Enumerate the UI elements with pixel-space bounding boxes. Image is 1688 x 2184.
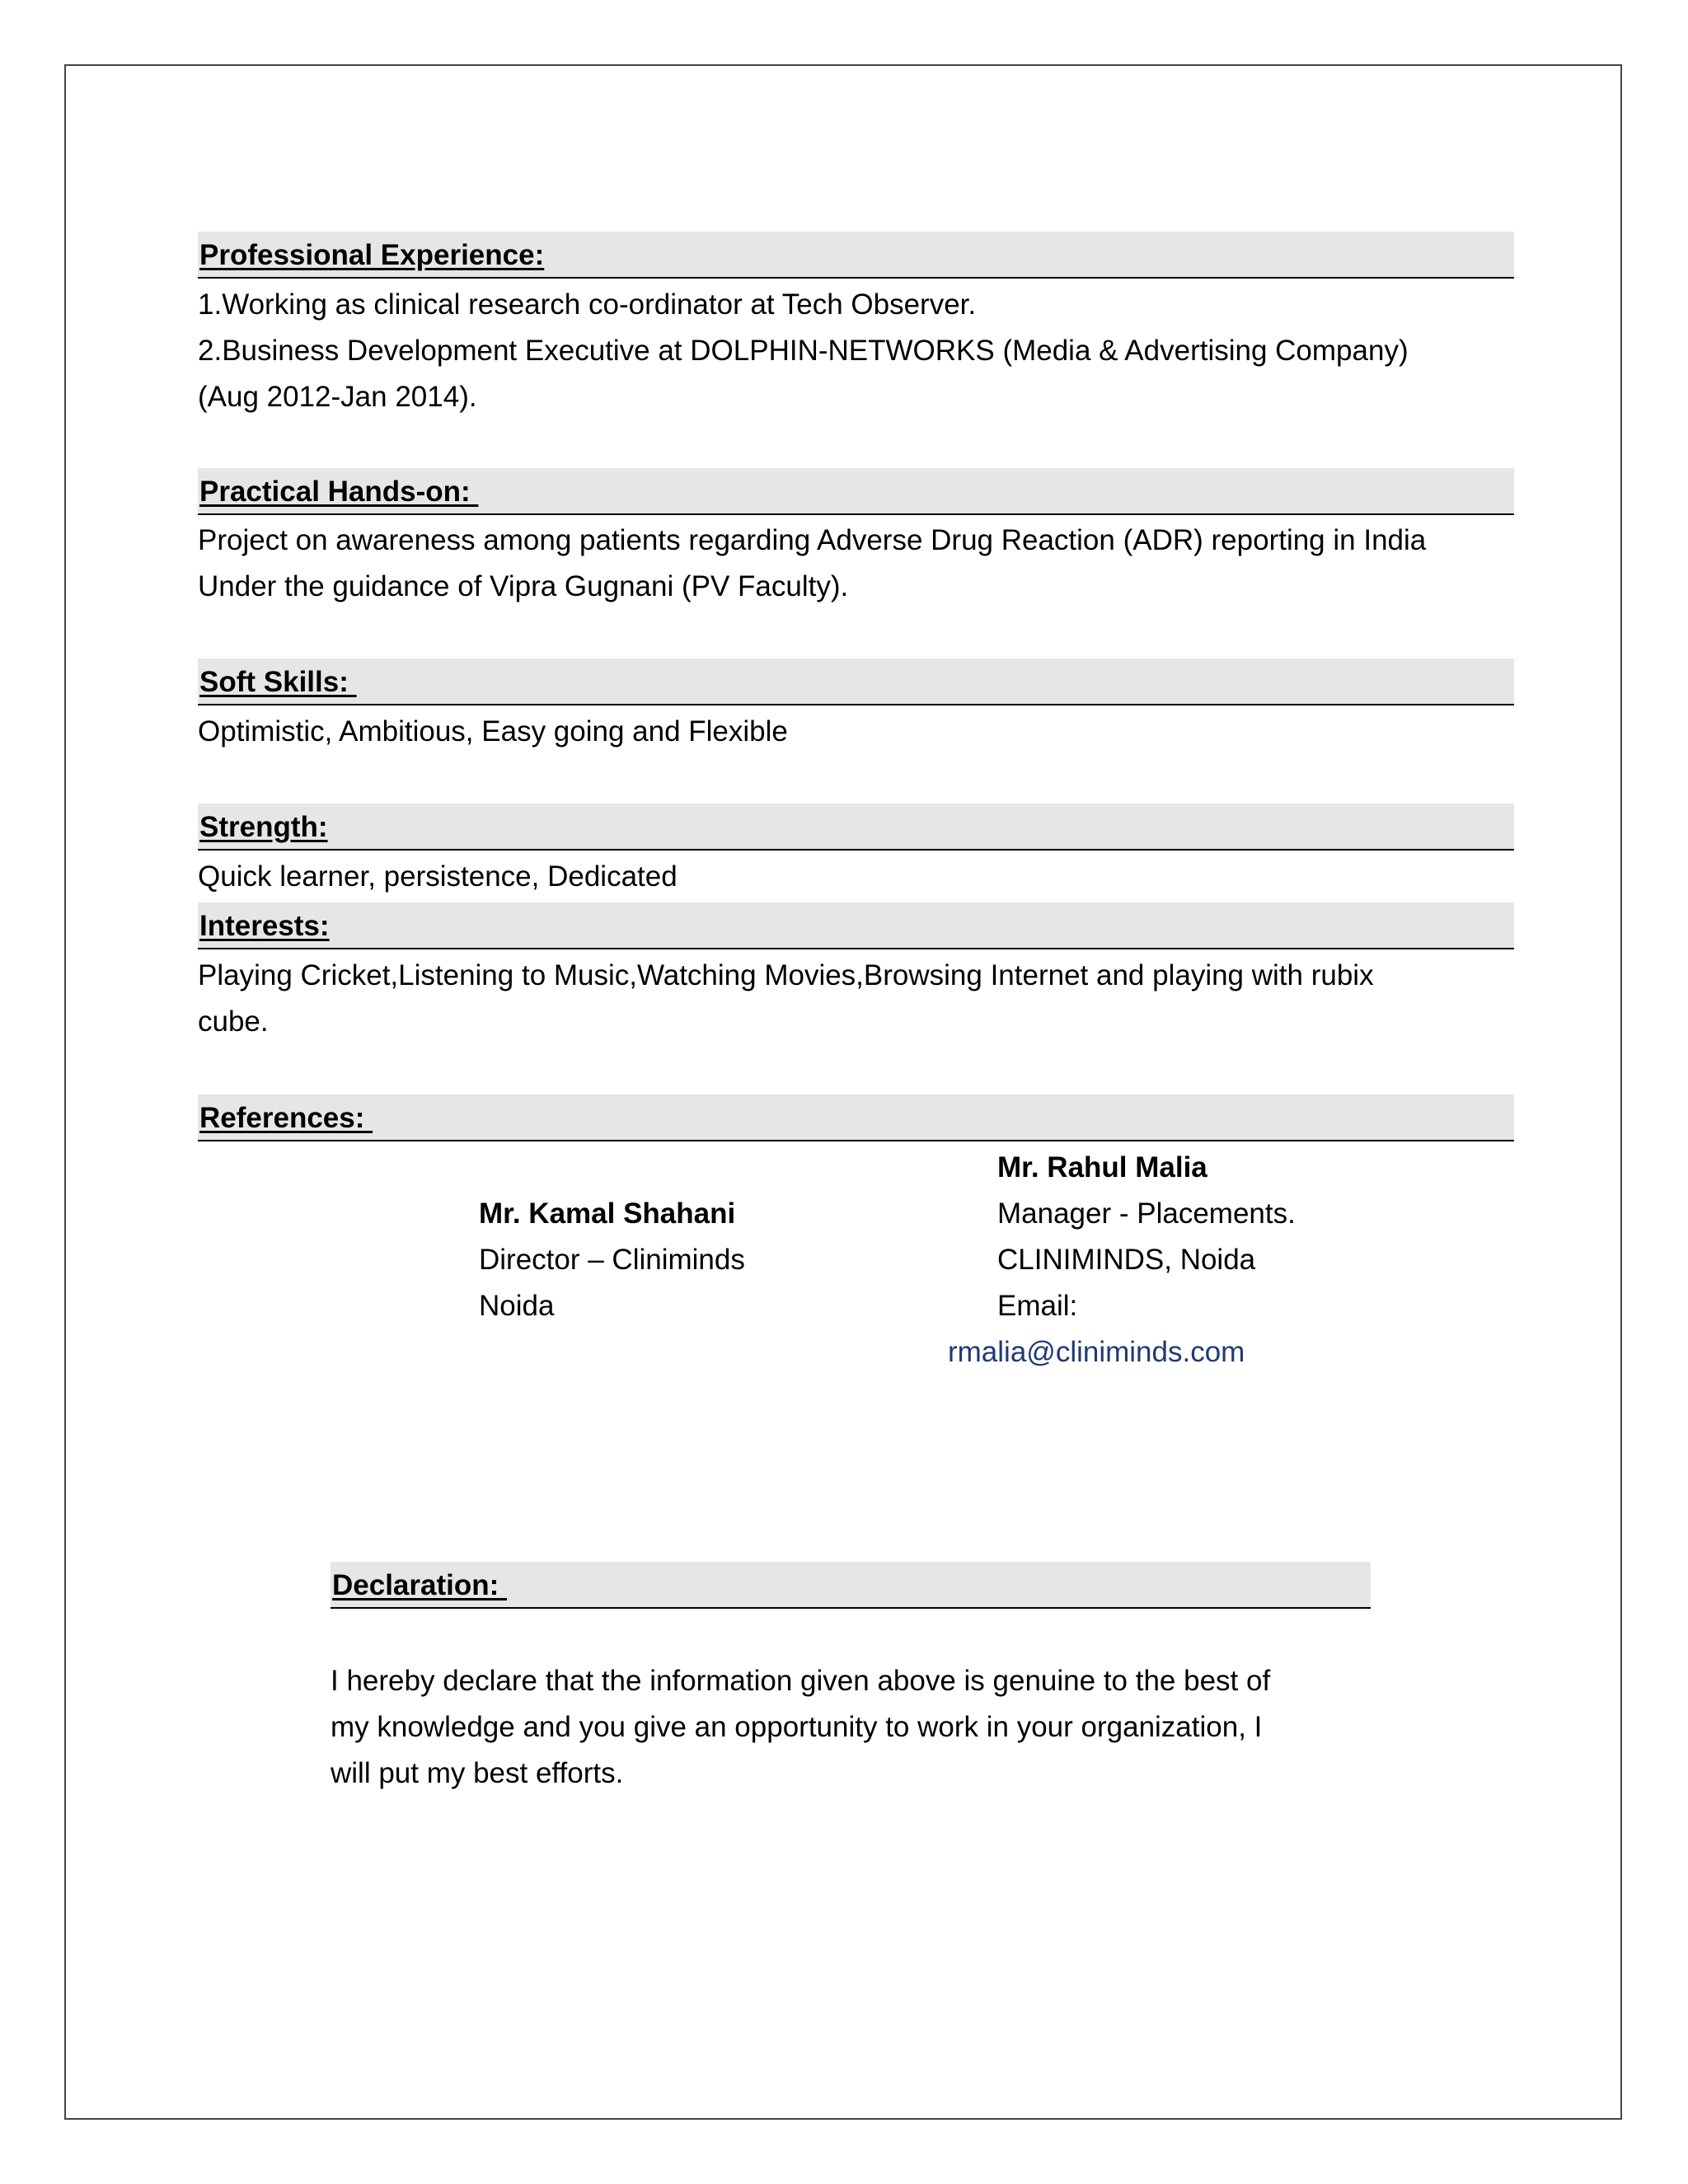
experience-line-3: (Aug 2012-Jan 2014). xyxy=(198,381,477,413)
declaration-line-2: my knowledge and you give an opportunity to work in your organization, I xyxy=(331,1711,1263,1743)
declaration-header xyxy=(331,1562,1371,1609)
soft-skills-line: Optimistic, Ambitious, Easy going and Flexible xyxy=(198,715,788,748)
ref2-name: Mr. Rahul Malia xyxy=(997,1151,1207,1183)
hands-on-line-1: Project on awareness among patients regarding Adverse Drug Reaction (ADR) reporting in India xyxy=(198,524,1427,556)
strength-heading: Strength: xyxy=(199,811,328,843)
hands-on-header xyxy=(198,468,1514,515)
strength-line: Quick learner, persistence, Dedicated xyxy=(198,860,678,893)
ref2-org: CLINIMINDS, Noida xyxy=(997,1244,1256,1276)
declaration-heading: Declaration: xyxy=(332,1569,507,1601)
ref2-title: Manager - Placements. xyxy=(997,1197,1296,1230)
interests-header xyxy=(198,902,1514,949)
ref1-name: Mr. Kamal Shahani xyxy=(479,1197,736,1230)
references-heading: References: xyxy=(199,1102,373,1134)
ref1-title: Director – Cliniminds xyxy=(479,1244,745,1276)
interests-line-2: cube. xyxy=(198,1005,269,1038)
soft-skills-heading: Soft Skills: xyxy=(199,666,357,698)
experience-header xyxy=(198,232,1514,279)
experience-heading: Professional Experience: xyxy=(199,239,545,271)
hands-on-line-2: Under the guidance of Vipra Gugnani (PV Faculty). xyxy=(198,570,849,602)
strength-header xyxy=(198,804,1514,851)
experience-line-2: 2.Business Development Executive at DOLPHIN-NETWORKS (Media & Advertising Company) xyxy=(198,335,1409,367)
declaration-line-1: I hereby declare that the information given above is genuine to the best of xyxy=(331,1665,1271,1697)
experience-line-1: 1.Working as clinical research co-ordinator at Tech Observer. xyxy=(198,288,977,321)
ref2-email-link[interactable]: rmalia@cliniminds.com xyxy=(948,1336,1245,1368)
soft-skills-header xyxy=(198,658,1514,705)
ref1-location: Noida xyxy=(479,1290,555,1322)
ref2-email-label: Email: xyxy=(997,1290,1078,1322)
interests-line-1: Playing Cricket,Listening to Music,Watching Movies,Browsing Internet and playing with rubix xyxy=(198,959,1374,991)
hands-on-heading: Practical Hands-on: xyxy=(199,476,479,508)
references-header xyxy=(198,1094,1514,1141)
interests-heading: Interests: xyxy=(199,910,330,942)
declaration-line-3: will put my best efforts. xyxy=(331,1757,624,1789)
